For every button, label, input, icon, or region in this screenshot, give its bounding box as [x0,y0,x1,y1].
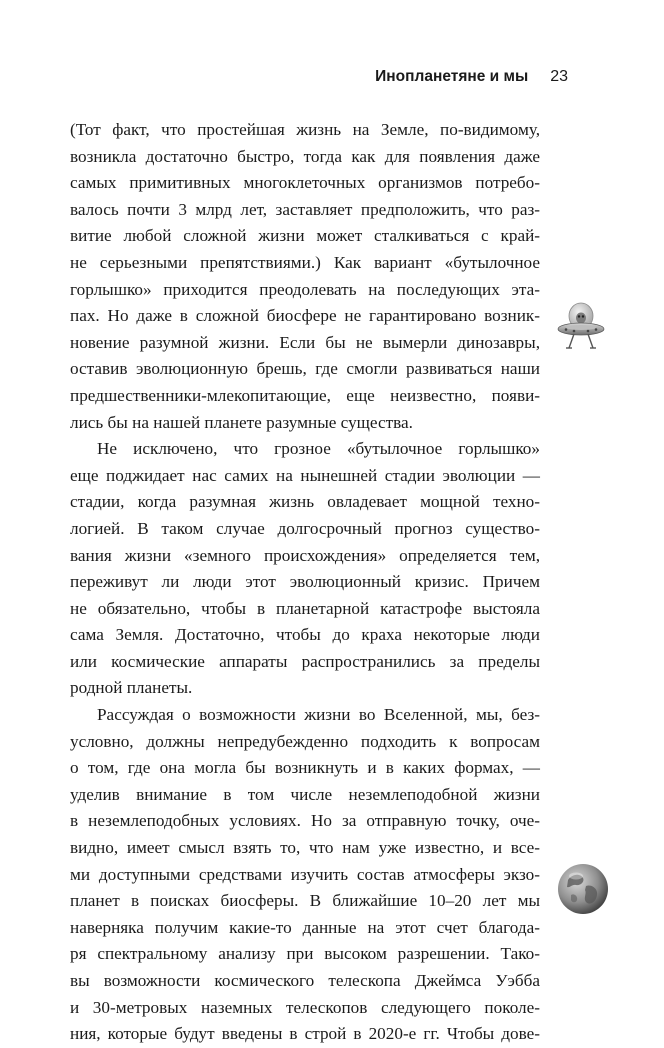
text-line: переживут ли люди этот эволюционный кризис. Причем [70,572,540,592]
text-line: о том, где она могла бы возникнуть и в каких формах, — [70,758,540,778]
paragraph [70,117,540,436]
running-head [375,68,568,86]
text-line: (Тот факт, что простейшая жизнь на Земле, по-видимому, [70,120,540,139]
text-line: не серьезными препятствиями.) Как вариант «бутылочное [70,252,540,272]
text-line: самых примитивных многоклеточных организмов потребо- [70,173,540,193]
text-line: предшественники-млекопитающие, еще неизвестно, появи- [70,385,540,405]
text-line: и 30-метровых наземных телескопов следующего поколе- [70,997,540,1017]
text-line: сама Земля. Достаточно, чтобы до краха некоторые люди [70,625,540,645]
text-line: ния, которые будут введены в строй в 2020-е гг. Чтобы дове- [70,1024,540,1044]
text-line: в неземлеподобных условиях. Но за отправную точку, оче- [70,811,540,831]
text-line: уделив внимание в том числе неземлеподобной жизни [70,784,540,804]
paragraph [70,436,540,702]
text-line: оставив эволюционную брешь, где смогли развиваться наши [70,359,540,379]
text-line: горлышко» приходится преодолевать на последующих эта- [70,279,540,299]
text-line: не обязательно, чтобы в планетарной катастрофе выстояла [70,598,540,618]
text-line: вы возможности космического телескопа Джеймса Уэбба [70,971,540,990]
text-line: лись бы на нашей планете разумные существа. [70,412,413,432]
text-line: планет в поисках биосферы. В ближайшие 10–20 лет мы [70,891,540,911]
text-line: пах. Но даже в сложной биосфере не гарантировано возник- [70,306,540,326]
text-line: еще поджидает нас самих на нынешней стадии эволюции — [70,465,540,485]
text-line: ми доступными средствами изучить состав атмосферы экзо- [70,864,540,884]
body-text [70,117,540,1048]
text-line: родной планеты. [70,678,193,698]
text-line: валось почти 3 млрд лет, заставляет предположить, что раз- [70,199,540,219]
paragraph [70,702,540,1048]
text-line: видно, имеет смысл взять то, что нам уже известно, и все- [70,838,540,858]
text-line: вания жизни «земного происхождения» определяется тем, [70,545,540,565]
text-line: витие любой сложной жизни может сталкиваться с край- [70,226,540,246]
text-line: или космические аппараты распространились за пределы [70,651,540,671]
text-line: возникла достаточно быстро, тогда как для появления даже [70,146,540,166]
text-line: новение разумной жизни. Если бы не вымерли динозавры, [70,332,540,352]
text-line: наверняка получим какие-то данные на этот счет благода- [70,917,540,937]
globe-icon [556,862,610,916]
ufo-icon [556,298,606,358]
text-line: Рассуждая о возможности жизни во Вселенной, мы, без- [97,705,540,725]
text-line: условно, должны непредубежденно подходить к вопросам [70,731,540,751]
text-line: стадии, когда разумная жизнь овладевает мощной техно- [70,492,540,512]
text-line: логией. В таком случае долгосрочный прогноз существо- [70,518,540,538]
chapter-title: Инопланетяне и мы [375,68,529,85]
text-line: Не исключено, что грозное «бутылочное горлышко» [97,439,540,459]
page-number: 23 [550,68,568,85]
text-line: ря спектральному анализу при высоком разрешении. Тако- [70,944,540,964]
